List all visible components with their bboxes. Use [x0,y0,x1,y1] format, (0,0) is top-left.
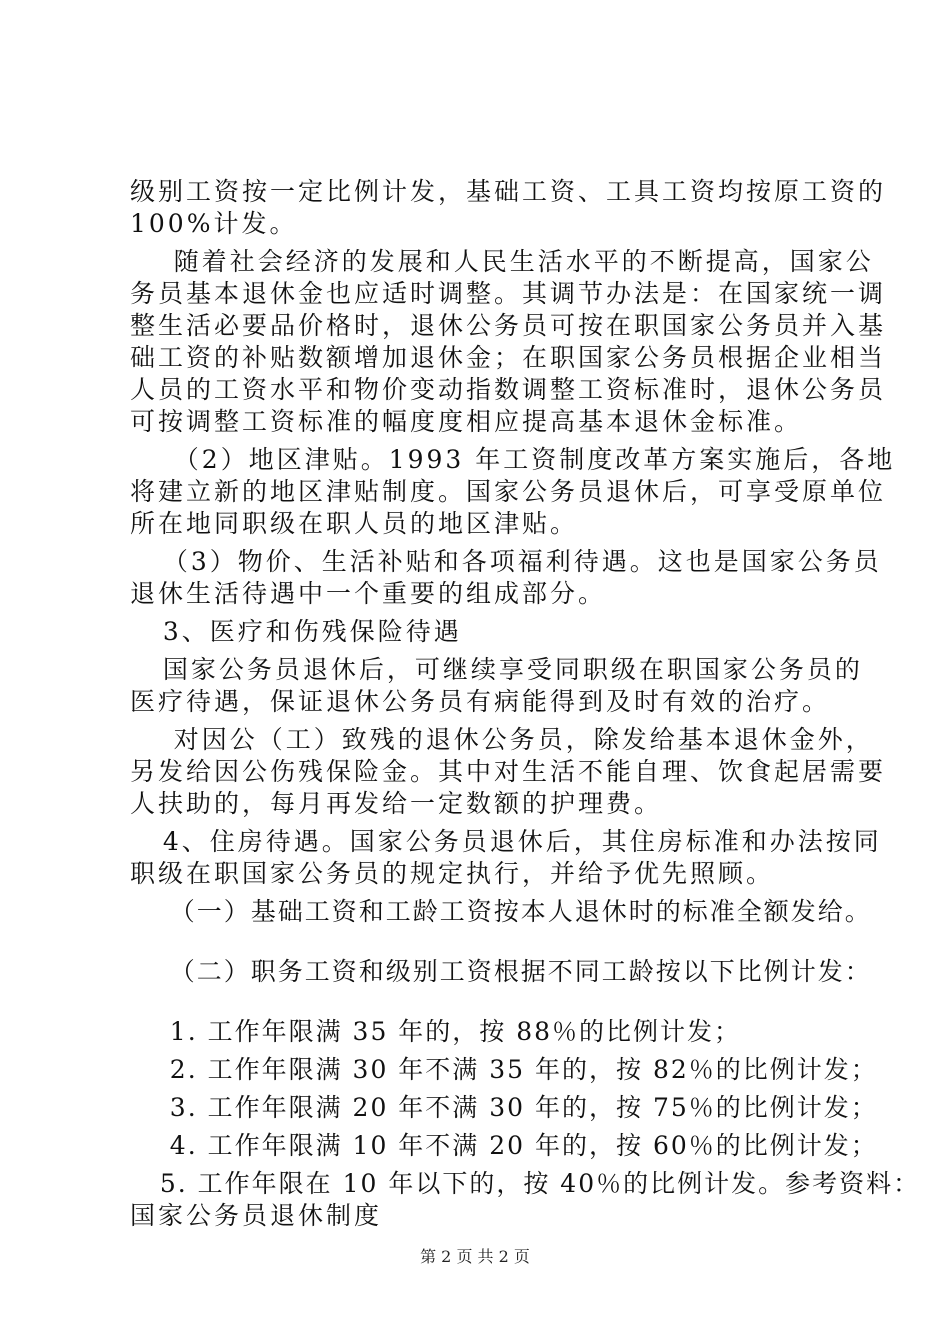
list-item: 4. 工作年限满 10 年不满 20 年的，按 60％的比例计发； [130,1131,878,1160]
section-heading: 3、医疗和伤残保险待遇 [130,617,462,646]
text-line: 随着社会经济的发展和人民生活水平的不断提高，国家公 [130,247,874,276]
text-line: 人扶助的，每月再发给一定数额的护理费。 [130,789,663,818]
text-line: （二）职务工资和级别工资根据不同工龄按以下比例计发： [130,957,872,986]
text-line: 退休生活待遇中一个重要的组成部分。 [130,579,607,608]
text-line: 4、住房待遇。国家公务员退休后，其住房标准和办法按同 [130,827,882,856]
page-footer: 第 2 页 共 2 页 [420,1247,530,1266]
text-line: 级别工资按一定比例计发，基础工资、工具工资均按原工资的 [130,177,887,206]
text-line: 职级在职国家公务员的规定执行，并给予优先照顾。 [130,859,775,888]
document-body [130,176,921,1232]
text-line: 务员基本退休金也应适时调整。其调节办法是：在国家统一调 [130,279,887,308]
text-line: （3）物价、生活补贴和各项福利待遇。这也是国家公务员 [130,547,882,576]
text-line: 对因公（工）致残的退休公务员，除发给基本退休金外， [130,725,874,754]
list-item: 5. 工作年限在 10 年以下的，按 40％的比例计发。参考资料： [130,1169,921,1198]
text-line: 另发给因公伤残保险金。其中对生活不能自理、饮食起居需要 [130,757,887,786]
list-item: 2. 工作年限满 30 年不满 35 年的，按 82％的比例计发； [130,1055,878,1084]
text-line: 所在地同职级在职人员的地区津贴。 [130,509,579,538]
text-line: 将建立新的地区津贴制度。国家公务员退休后，可享受原单位 [130,477,887,506]
text-line: 整生活必要品价格时，退休公务员可按在职国家公务员并入基 [130,311,887,340]
text-line: 础工资的补贴数额增加退休金；在职国家公务员根据企业相当 [130,343,887,372]
text-line: 医疗待遇，保证退休公务员有病能得到及时有效的治疗。 [130,687,831,716]
text-line: 国家公务员退休制度 [130,1201,383,1230]
text-line: 人员的工资水平和物价变动指数调整工资标准时，退休公务员 [130,375,887,404]
text-line: （一）基础工资和工龄工资按本人退休时的标准全额发给。 [130,897,872,926]
text-line: 国家公务员退休后，可继续享受同职级在职国家公务员的 [130,655,863,684]
text-line: 可按调整工资标准的幅度度相应提高基本退休金标准。 [130,407,803,436]
text-line: （2）地区津贴。1993 年工资制度改革方案实施后，各地 [130,445,896,474]
list-item: 1. 工作年限满 35 年的，按 88％的比例计发； [130,1017,742,1046]
text-line: 100%计发。 [130,209,298,238]
list-item: 3. 工作年限满 20 年不满 30 年的，按 75％的比例计发； [130,1093,878,1122]
